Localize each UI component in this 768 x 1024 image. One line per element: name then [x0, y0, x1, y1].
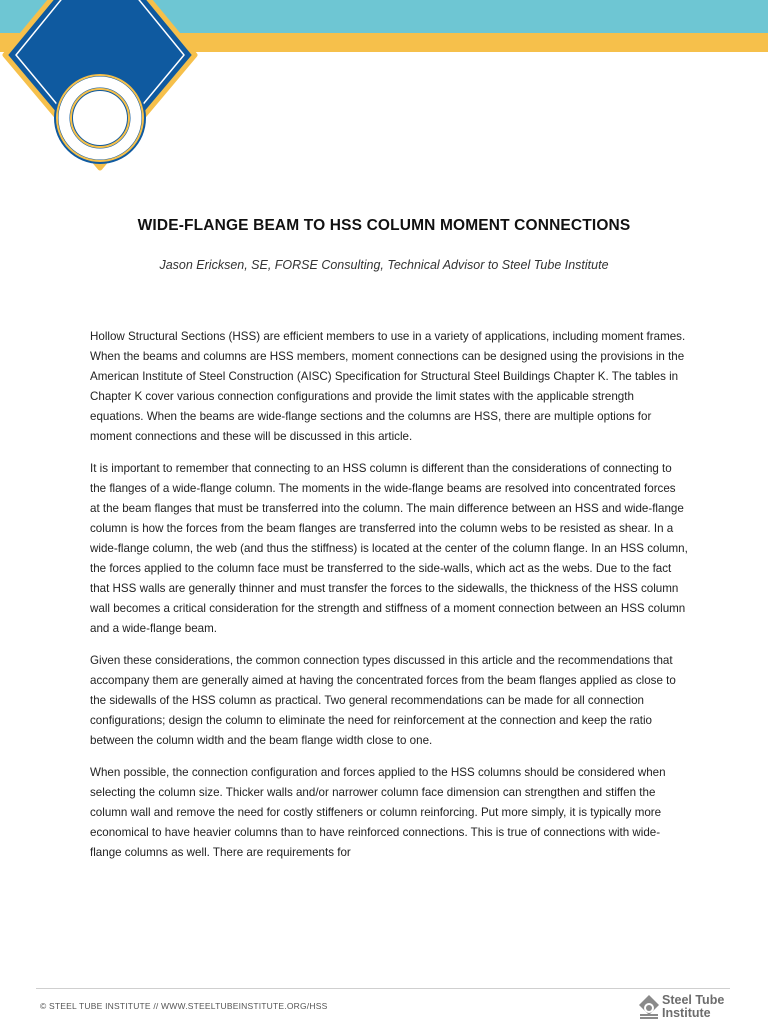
- footer-logo-line2: Institute: [662, 1006, 711, 1020]
- article-paragraph: Given these considerations, the common connection types discussed in this article and the recommendations that accompany them are generally aimed at having the concentrated forces from the beam flanges applied as close to the sidewalls of the HSS column as practical. Two general recommendations can be made for all connection configurations; design the column to eliminate the need for reinforcement at the connection and keep the ratio between the column width and the beam flange width close to one.: [90, 654, 676, 747]
- steel-tube-institute-emblem-icon: [0, 0, 200, 215]
- article-body: [90, 327, 688, 875]
- footer-divider: [36, 988, 730, 989]
- article-byline: Jason Ericksen, SE, FORSE Consulting, Technical Advisor to Steel Tube Institute: [159, 258, 609, 272]
- article-paragraph: Hollow Structural Sections (HSS) are efficient members to use in a variety of applications, including moment frames. When the beams and columns are HSS members, moment connections can be designed using the provisions in the American Institute of Steel Construction (AISC) Specification for Structural Steel Buildings Chapter K. The tables in Chapter K cover various connection configurations and provide the limit states with the applicable strength equations. When the beams are wide-flange sections and the columns are HSS, there are multiple options for moment connections and these will be discussed in this article.: [90, 330, 686, 443]
- article-paragraph: When possible, the connection configuration and forces applied to the HSS columns should be considered when selecting the column size. Thicker walls and/or narrower column face dimension can strengthen and stiffen the column wall and remove the need for costly stiffeners or column reinforcing. Put more simply, it is typically more economical to have heavier columns than to have reinforced connections. This is true of connections with wide-flange columns as well. There are requirements for: [90, 766, 666, 859]
- footer-copyright: © STEEL TUBE INSTITUTE // WWW.STEELTUBEINSTITUTE.ORG/HSS: [40, 1001, 328, 1011]
- footer-logo: [638, 992, 738, 1022]
- article-title: WIDE-FLANGE BEAM TO HSS COLUMN MOMENT CONNECTIONS: [137, 217, 631, 234]
- article-paragraph: It is important to remember that connecting to an HSS column is different than the considerations of connecting to the flanges of a wide-flange column. The moments in the wide-flange beams are resolved into concentrated forces at the beam flanges that must be transferred into the column. The main difference between an HSS and wide-flange column is how the forces from the beam flanges are transferred into the column webs to be resisted as shear. In a wide-flange column, the web (and thus the stiffness) is located at the center of the column flange. In an HSS column, the forces applied to the column face must be transferred to the side-walls, which act as the webs. Due to the fact that HSS walls are generally thinner and must transfer the forces to the sidewalls, the thickness of the HSS column wall becomes a critical consideration for the strength and stiffness of a moment connection between an HSS column and a wide-flange beam.: [90, 462, 688, 635]
- footer-logo-line1: Steel Tube: [662, 993, 725, 1007]
- steel-tube-institute-logo-icon: [638, 994, 660, 1020]
